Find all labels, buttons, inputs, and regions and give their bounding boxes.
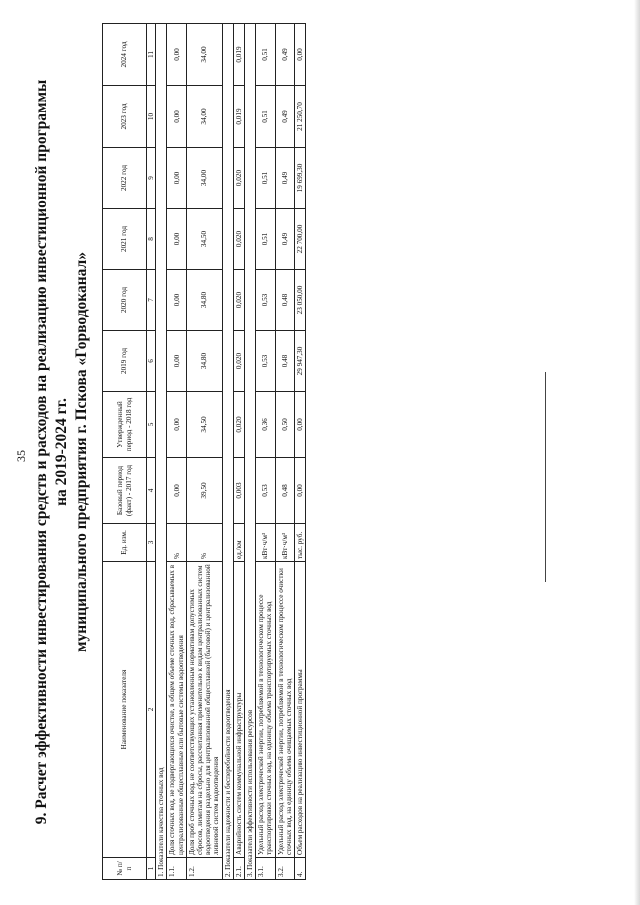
signature-rule: [545, 372, 546, 582]
value-cell: 0,019: [233, 86, 244, 148]
row-number: 3.1.: [256, 858, 275, 880]
value-cell: 0,36: [256, 392, 275, 458]
table-header: [103, 24, 156, 880]
column-header: 2020 год: [103, 270, 147, 331]
value-cell: 34,00: [186, 86, 222, 148]
table-row: [167, 24, 186, 880]
value-cell: 0,020: [233, 148, 244, 209]
value-cell: 0,00: [295, 458, 306, 524]
value-cell: 34,80: [186, 270, 222, 331]
value-cell: 34,50: [186, 392, 222, 458]
row-number: 4.: [295, 858, 306, 880]
table-body: [156, 24, 306, 880]
value-cell: 0,50: [275, 392, 294, 458]
indicators-table: [102, 23, 306, 880]
value-cell: 23 050,00: [295, 270, 306, 331]
column-header: 2021 год: [103, 209, 147, 270]
unit-of-measure: %: [186, 524, 222, 562]
value-cell: 0,00: [167, 209, 186, 270]
indicator-name: Доля сточных вод, не подвергающихся очистке, в общем объеме сточных вод, сбрасываемых в централизованные общесплавные или бытовые системы водоотведения: [167, 562, 186, 858]
table-row: [186, 24, 222, 880]
column-header: 2022 год: [103, 148, 147, 209]
indicator-name: Аварийность систем коммунальной инфраструктуры: [233, 562, 244, 858]
column-header: 2023 год: [103, 86, 147, 148]
column-header: № п/п: [103, 858, 147, 880]
table-row: [275, 24, 294, 880]
value-cell: 0,51: [256, 24, 275, 86]
indicator-name: Доля проб сточных вод, не соответствующих установленным нормативам допустимых сбросов, лимитам на сбросы, рассчитанная применительно к видам централизованных систем водоотведения раздельно для централизованной общесплавной (бытовой) и централизованной ливневой систем водоотведения: [186, 562, 222, 858]
value-cell: 0,48: [275, 270, 294, 331]
unit-of-measure: кВт·ч/м³: [256, 524, 275, 562]
column-header: Ед. изм.: [103, 524, 147, 562]
column-number: 4: [147, 458, 156, 524]
row-number: 1.2.: [186, 858, 222, 880]
value-cell: 0,00: [167, 24, 186, 86]
table-row: [295, 24, 306, 880]
title-line-3: муниципального предприятия г. Пскова «Горводоканал»: [73, 252, 90, 652]
section-heading: [245, 24, 256, 880]
value-cell: 0,53: [256, 270, 275, 331]
column-header: 2024 год: [103, 24, 147, 86]
column-header: 2019 год: [103, 331, 147, 392]
value-cell: 0,51: [256, 209, 275, 270]
value-cell: 0,00: [295, 392, 306, 458]
section-heading: [156, 24, 167, 880]
column-header: Базовый период (факт) - 2017 год: [103, 458, 147, 524]
value-cell: 21 250,70: [295, 86, 306, 148]
column-number: 3: [147, 524, 156, 562]
header-row: [103, 24, 147, 880]
value-cell: 0,53: [256, 458, 275, 524]
column-number: 8: [147, 209, 156, 270]
value-cell: 0,00: [167, 86, 186, 148]
value-cell: 0,49: [275, 86, 294, 148]
value-cell: 0,48: [275, 458, 294, 524]
value-cell: 0,00: [167, 331, 186, 392]
section-row: [245, 24, 256, 880]
value-cell: 0,00: [295, 24, 306, 86]
document-title: [32, 24, 92, 880]
column-number: 6: [147, 331, 156, 392]
row-number: 1.1.: [167, 858, 186, 880]
column-number: 2: [147, 562, 156, 858]
value-cell: 0,53: [256, 331, 275, 392]
value-cell: 0,019: [233, 24, 244, 86]
column-number: 11: [147, 24, 156, 86]
row-number: 2.1.: [233, 858, 244, 880]
title-line-2: на 2019-2024 гг.: [53, 398, 70, 506]
section-row: [156, 24, 167, 880]
indicator-name: Удельный расход электрической энергии, потребляемой в технологическом процессе транспортировки сточных вод, на единицу объема транспортируемых сточных вод: [256, 562, 275, 858]
title-line-1: 9. Расчет эффективности инвестирования средств и расходов на реализацию инвестиционной программы: [33, 79, 50, 825]
indicator-name: Удельный расход электрической энергии, потребляемой в технологическом процессе очистки сточных вод, на единицу объема очищаемых сточных вод: [275, 562, 294, 858]
value-cell: 0,49: [275, 209, 294, 270]
value-cell: 22 700,00: [295, 209, 306, 270]
column-header: Утвержденный период - 2018 год: [103, 392, 147, 458]
table-row: [233, 24, 244, 880]
column-number: 5: [147, 392, 156, 458]
value-cell: 0,00: [167, 392, 186, 458]
value-cell: 34,50: [186, 209, 222, 270]
value-cell: 0,51: [256, 148, 275, 209]
value-cell: 0,020: [233, 270, 244, 331]
indicator-name: Объем расходов на реализацию инвестиционной программы: [295, 562, 306, 858]
value-cell: 0,00: [167, 458, 186, 524]
value-cell: 0,020: [233, 209, 244, 270]
unit-of-measure: тыс. руб.: [295, 524, 306, 562]
column-number: 1: [147, 858, 156, 880]
value-cell: 19 699,30: [295, 148, 306, 209]
section-title: Показатели надежности и бесперебойности водоотведения: [223, 689, 232, 870]
rotated-landscape-content: [10, 12, 630, 892]
value-cell: 34,00: [186, 148, 222, 209]
section-number: 3.: [246, 871, 255, 877]
row-number: 3.2.: [275, 858, 294, 880]
value-cell: 0,00: [167, 148, 186, 209]
unit-of-measure: %: [167, 524, 186, 562]
section-row: [222, 24, 233, 880]
section-title: Показатели эффективности использования ресурсов: [246, 709, 255, 870]
value-cell: 0,51: [256, 86, 275, 148]
value-cell: 0,020: [233, 392, 244, 458]
value-cell: 0,49: [275, 148, 294, 209]
page-number: 35: [14, 450, 28, 462]
unit-of-measure: кВт·ч/м³: [275, 524, 294, 562]
value-cell: 29 947,30: [295, 331, 306, 392]
section-number: 2.: [223, 871, 232, 877]
indicators-table-wrapper: [102, 24, 306, 880]
scan-edge-shadow: [634, 0, 640, 905]
column-number: 7: [147, 270, 156, 331]
value-cell: 34,80: [186, 331, 222, 392]
column-number-row: [147, 24, 156, 880]
section-title: Показатели качества сточных вод: [157, 767, 166, 870]
value-cell: 0,48: [275, 331, 294, 392]
table-row: [256, 24, 275, 880]
value-cell: 0,49: [275, 24, 294, 86]
column-header: Наименование показателя: [103, 562, 147, 858]
column-number: 10: [147, 86, 156, 148]
section-number: 1.: [157, 871, 166, 877]
column-number: 9: [147, 148, 156, 209]
value-cell: 39,50: [186, 458, 222, 524]
value-cell: 0,020: [233, 331, 244, 392]
value-cell: 0,00: [167, 270, 186, 331]
value-cell: 0,003: [233, 458, 244, 524]
value-cell: 34,00: [186, 24, 222, 86]
section-heading: [222, 24, 233, 880]
unit-of-measure: ед./км: [233, 524, 244, 562]
